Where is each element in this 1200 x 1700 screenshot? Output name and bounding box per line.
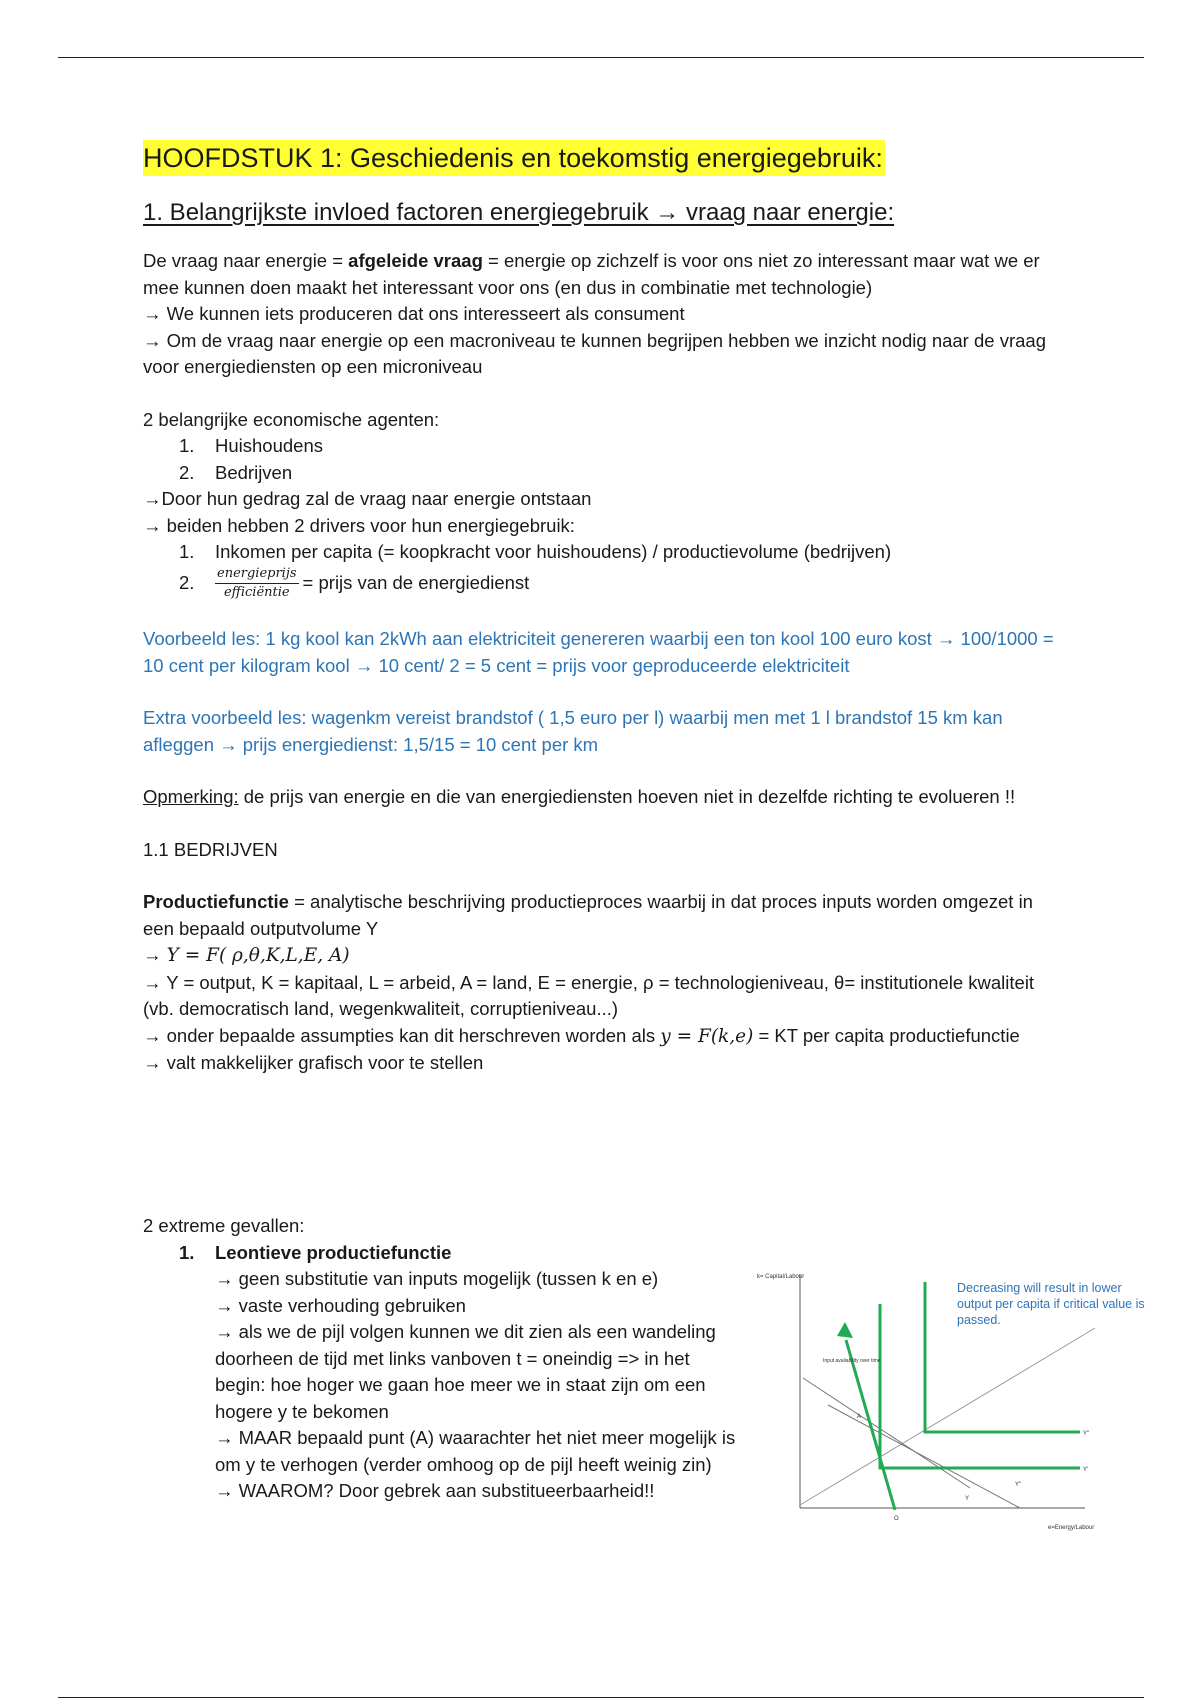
agents-arrow-2: → beiden hebben 2 drivers voor hun energiegebruik: [143,514,575,536]
section-title: 1. Belangrijkste invloed factoren energiegebruik → vraag naar energie: [143,199,895,226]
document-body [143,140,1063,1077]
x-axis-label: e=Energy/Labour [1048,1525,1095,1531]
input-availability-label: Input availability over time [823,1358,881,1364]
point-a-label: A [857,1414,862,1420]
curve-label: Y [965,1496,970,1502]
curve-label: Y' [1083,1467,1089,1473]
y-axis-label: k= Capital/Labour [757,1274,805,1280]
extreme-heading: 2 extreme gevallen: [143,1215,305,1236]
leontief-line: → WAAROM? Door gebrek aan substitueerbaarheid!! [215,1480,655,1501]
example-paragraph: Voorbeeld les: 1 kg kool kan 2kWh aan elektriciteit genereren waarbij een ton kool 100 euro kost → 100/1000 = 10 cent per kilogram kool → 10 cent/ 2 = 5 cent = prijs voor geproduceerde elektriciteit [143,628,1054,676]
leontief-line: → geen substitutie van inputs mogelijk (tussen k en e) [215,1268,659,1289]
header-rule [58,57,1144,58]
chapter-title: HOOFDSTUK 1: Geschiedenis en toekomstig energiegebruik: [143,140,885,176]
agents-heading: 2 belangrijke economische agenten: [143,408,440,430]
leontief-line: → vaste verhouding gebruiken [215,1294,466,1316]
price-fraction: $\frac{\text{energieprijs}}{\text{efficiëntie}}$ [217,566,297,601]
ray-line [800,1328,1095,1505]
graph-note: → valt makkelijker grafisch voor te stellen [143,1052,484,1074]
production-formula: → Y = F( ρ,θ,K,L,E, A) [143,944,350,967]
intro-arrow-2: → Om de vraag naar energie op een macroniveau te kunnen begrijpen hebben we inzicht nodig naar de vraag voor energiediensten op een microniveau [143,329,1046,377]
input-path-arrow [846,1340,895,1510]
variables-explanation: → Y = output, K = kapitaal, L = arbeid, A = land, E = energie, ρ = technologieniveau, θ= institutionele kwaliteit (vb. democratisch land, wegenkwaliteit, corruptieniveau...) [143,971,1035,1020]
per-capita-rewrite: → onder bepaalde assumpties kan dit herschreven worden als y = F(k,e) = KT per capita productiefunctie [143,1024,1020,1047]
leontief-line: → als we de pijl volgen kunnen we dit zien als een wandeling doorheen de tijd met links vanboven t = oneindig => in het begin: hoe hoger we gaan hoe meer we in staat zijn om een hogere y te bekomen [215,1321,716,1422]
curve-label: Y'' [1015,1482,1022,1488]
list-item: 1. Huishoudens [179,435,323,456]
subsection-heading: 1.1 BEDRIJVEN [143,838,278,860]
point-o-label: O [894,1516,899,1522]
intro-paragraph: De vraag naar energie = afgeleide vraag = energie op zichzelf is voor ons niet zo interessant maar wat we er mee kunnen doen maakt het interessant voor ons (en dus in combinatie met technologie) [143,250,1040,298]
arrow-head [837,1322,853,1338]
remark-paragraph: Opmerking: de prijs van energie en die van energiediensten hoeven niet in dezelfde richting te evolueren !! [143,786,1016,808]
intro-arrow-1: → We kunnen iets produceren dat ons interesseert als consument [143,303,685,324]
derived-demand-term: afgeleide vraag [348,250,483,271]
list-item: 2. Bedrijven [179,461,293,483]
curve-label: Y'' [1083,1431,1090,1437]
leontief-line: → MAAR bepaald punt (A) waarachter het niet meer mogelijk is om y te verhogen (verder omhoog op de pijl heeft weinig zin) [215,1427,736,1475]
agents-arrow-1: →Door hun gedrag zal de vraag naar energie ontstaan [143,488,592,509]
driver-item: 1. Inkomen per capita (= koopkracht voor huishoudens) / productievolume (bedrijven) [179,541,892,562]
leontief-figure [745,1260,1165,1550]
production-function-definition: Productiefunctie = analytische beschrijving productieproces waarbij in dat proces inputs worden omgezet in een bepaald outputvolume Y [143,891,1033,939]
driver-item: 2. $\frac{\text{energieprijs}}{\text{efficiëntie}}$ = prijs van de energiedienst [179,566,530,601]
leontief-title: Leontieve productiefunctie [215,1241,452,1263]
footer-rule [58,1697,1144,1698]
figure-note: Decreasing will result in lower output per capita if critical value is passed. [957,1281,1145,1327]
leontief-item: 1. Leontieve productiefunctie → geen substitutie van inputs mogelijk (tussen k en e) → vaste verhouding gebruiken → als we de pijl volgen kunnen we dit zien als een wandeling doorheen de tijd met links vanboven t = oneindig => in het begin: hoe hoger we gaan hoe meer we in staat zijn om een hogere y te bekomen → MAAR bepaald punt (A) waarachter het niet meer mogelijk is om y te verhogen (verder omhoog op de pijl heeft weinig zin) → WAAROM? Door gebrek aan substitueerbaarheid!! [179,1240,739,1505]
extra-example-paragraph: Extra voorbeeld les: wagenkm vereist brandstof ( 1,5 euro per l) waarbij men met 1 l brandstof 15 km kan afleggen → prijs energiedienst: 1,5/15 = 10 cent per km [143,707,1003,755]
